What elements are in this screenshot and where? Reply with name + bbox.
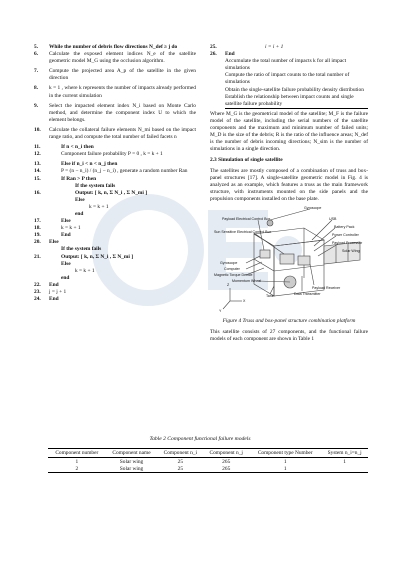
step-number: 23. — [34, 289, 41, 295]
figure-label: Magnetic Torque Device — [214, 272, 253, 277]
algorithm-end-line: Accumulate the total number of impacts k for all impact simulations — [225, 58, 347, 72]
table-header: Component n_i — [157, 449, 203, 458]
algorithm-step — [34, 190, 196, 197]
table-caption: Table 2 Component functional failure models — [149, 436, 251, 442]
table-header-row — [48, 449, 368, 458]
section-paragraph: The satellites are mostly composed of a combination of truss and box-panel structures [17]. A single-satellite geometric model in Fig. 4 is analyzed as an example, which features a truss as the main framework structure, with instruments mounted on the side panels and the propulsion components installed on the base plate. — [210, 167, 368, 202]
after-figure-paragraph: This satellite consists of 27 components, and the functional failure models of each component are shown in Table 1 — [210, 329, 368, 343]
algorithm-step — [34, 289, 196, 296]
algorithm-step — [34, 275, 196, 282]
step-text: If the system fails — [61, 246, 102, 253]
figure-label: Payload Receiver — [312, 285, 341, 290]
table-cell: 265 — [203, 465, 249, 473]
table-cell: 2 — [48, 465, 106, 473]
step-text: k = 1 , where k represents the number of impacts already performed in the current simulation — [49, 85, 196, 99]
figure-label: Payload Electrical Control Box — [222, 216, 271, 221]
algorithm-step — [34, 183, 196, 190]
figure-label: Tank — [266, 293, 274, 298]
step-number: 19. — [34, 232, 41, 239]
step-text: Else if n_i < n < n_j then — [61, 161, 118, 168]
figure-label: Computer — [224, 266, 240, 271]
algorithm-end-line: Compute the ratio of impact counts to the total number of simulations — [225, 72, 350, 86]
step-text: end — [75, 210, 84, 217]
step-number: 17. — [34, 218, 41, 225]
figure-label: USB — [329, 216, 337, 221]
algorithm-step — [34, 218, 196, 225]
step-text: Calculate the exposed element indices N_e of the satellite geometric model M_G using the occlusion algorithm. — [49, 51, 196, 65]
step-text: Select the impacted element index N_i based on Monte Carlo method, and determine the component index U to which the element belongs. — [49, 102, 196, 123]
figure-label: Power Controller — [332, 232, 359, 237]
step-number: 13. — [34, 161, 41, 168]
where-paragraph: Where M_G is the geometrical model of the satellite; M_F is the failure model of the satellite, including the serial numbers of the satellite components and the maximum and minimum number of failed units; M_D is the size of the debris; R is the ratio of the influence areas; N_def is the number of debris incoming directions; N_sim is the number of simulations in a single direction. — [210, 110, 368, 153]
algorithm-step — [34, 232, 196, 239]
step-text: End — [49, 281, 59, 288]
table-row — [48, 458, 368, 466]
step-text: Output: [ k, n, Σ N_i , Σ N_mi ] — [61, 253, 134, 260]
algorithm-step — [34, 225, 196, 232]
step-number: 24. — [34, 296, 41, 303]
table-cell: 265 — [222, 458, 231, 465]
figure-label: Sun Sensitive Electrical Control Box — [214, 229, 272, 234]
table-header: Component n_j — [203, 449, 249, 458]
table-cell: Solar wing — [106, 465, 158, 473]
step-text: Component failure probability P = 0 , k = k + 1 — [61, 151, 163, 158]
algorithm-step — [34, 204, 196, 211]
step-number: 8. — [34, 85, 39, 92]
algorithm-step — [34, 51, 196, 65]
table-header: System n_i=n_j — [321, 449, 368, 458]
step-number — [34, 261, 49, 268]
figure-label: Solar Wing — [342, 248, 360, 253]
section-title: 2.3 Simulation of single satellite — [210, 157, 283, 164]
figure-label: Momentum Wheel — [232, 278, 262, 283]
step-text: If the system fails — [75, 182, 116, 189]
step-text: Else — [75, 196, 85, 203]
algorithm-step — [34, 85, 196, 99]
satellite-figure — [214, 206, 364, 316]
figure-label: Data Transmitter — [294, 291, 321, 296]
step-number: 10. — [34, 126, 41, 133]
step-text: k = k + 1 — [75, 267, 95, 274]
step-text: Calculate the collateral failure elements N_mi based on the impact range ratio, and compute the total number of failed facets n — [49, 126, 196, 141]
step-text: If n < n_i then — [61, 144, 94, 151]
algorithm-step — [34, 68, 196, 82]
algorithm-end-line: Establish the relationship between impact counts and single satellite failure probability — [225, 94, 368, 109]
step-number: 5. — [34, 44, 39, 50]
step-number: 14. — [34, 168, 41, 175]
left-column — [34, 44, 196, 303]
step-number — [34, 275, 49, 282]
axis-label-y: Y — [219, 308, 222, 313]
step-number: 9. — [34, 102, 39, 109]
figure-label: Battery Pack — [334, 224, 355, 229]
step-number — [34, 197, 49, 204]
step-text: k = k + 1 — [61, 225, 81, 232]
failure-model-table — [48, 448, 368, 473]
table-cell: 1 — [343, 458, 346, 465]
step-text: If Ran > P then — [61, 175, 97, 182]
step-number: 15. — [34, 175, 41, 182]
algorithm-step — [34, 151, 196, 158]
algorithm-step — [34, 211, 196, 218]
algorithm-step: 26. End — [210, 51, 235, 58]
step-number: 16. — [34, 189, 41, 196]
algorithm-step — [34, 103, 196, 124]
algorithm-step — [34, 261, 196, 268]
algorithm-end-line: Obtain the single-satellite failure probability density distribution — [225, 86, 364, 93]
step-number — [34, 211, 49, 218]
figure-label: Gyroscope — [220, 260, 238, 265]
table-header: Component number — [48, 449, 106, 458]
step-text: Else — [61, 218, 71, 225]
step-text: j = j + 1 — [49, 289, 67, 295]
step-number: 12. — [34, 151, 41, 158]
algorithm-step — [34, 168, 196, 175]
step-number: 11. — [34, 144, 41, 151]
step-text: end — [61, 274, 70, 281]
algorithm-step — [34, 254, 196, 261]
step-text: End — [61, 232, 71, 239]
step-number — [34, 204, 49, 211]
step-number: 18. — [34, 225, 41, 232]
table-cell: 1 — [75, 458, 79, 465]
step-number — [34, 183, 49, 190]
step-number: 20. — [34, 239, 41, 246]
step-number: 21. — [34, 253, 41, 260]
algorithm-step — [34, 176, 196, 183]
table-cell: Solar wing — [119, 458, 144, 465]
axis-label-x: X — [243, 298, 246, 303]
table-cell — [321, 465, 368, 473]
table-cell: 1 — [283, 458, 287, 465]
step-number — [34, 268, 49, 275]
table-row — [48, 465, 368, 473]
step-number: 6. — [34, 51, 39, 58]
table-header: Component name — [106, 449, 158, 458]
step-text: Output: [ k, n, Σ N_i , Σ N_mi ] — [75, 189, 148, 196]
right-column — [210, 44, 368, 343]
step-text: While the number of debris flow directions N_def ≥ j do — [49, 44, 178, 50]
step-text: Else — [61, 260, 71, 267]
step-text: P = (n − n_i) / (n_j − n_i) , generate a random number Ran — [61, 168, 188, 175]
algorithm-step: 25. i = i + 1 — [210, 44, 284, 50]
algorithm-step — [34, 268, 196, 275]
algorithm-step — [34, 197, 196, 204]
step-text: Else — [49, 239, 59, 246]
table-cell: 25 — [157, 465, 203, 473]
step-number: 22. — [34, 281, 41, 288]
table-cell: 1 — [249, 465, 321, 473]
axis-label-z: Z — [227, 282, 230, 287]
table-header: Component type Number — [249, 449, 321, 458]
figure-caption: Figure 4 Truss and box-panel structure combination platform — [222, 317, 356, 324]
algorithm-step — [34, 282, 196, 289]
algorithm-step — [34, 127, 196, 141]
table-cell: 25 — [177, 458, 184, 465]
figure-label: Gyroscope — [304, 205, 322, 210]
step-number: 7. — [34, 68, 39, 75]
figure-label: Payload Processor — [332, 240, 363, 245]
step-text: k = k + 1 — [89, 203, 109, 210]
algorithm-step — [34, 246, 196, 253]
step-text: Compute the projected area A_p of the satellite in the given direction — [49, 68, 196, 82]
step-number — [34, 246, 49, 253]
algorithm-step — [34, 296, 196, 303]
step-text: End — [49, 296, 59, 303]
algorithm-step — [34, 239, 196, 246]
